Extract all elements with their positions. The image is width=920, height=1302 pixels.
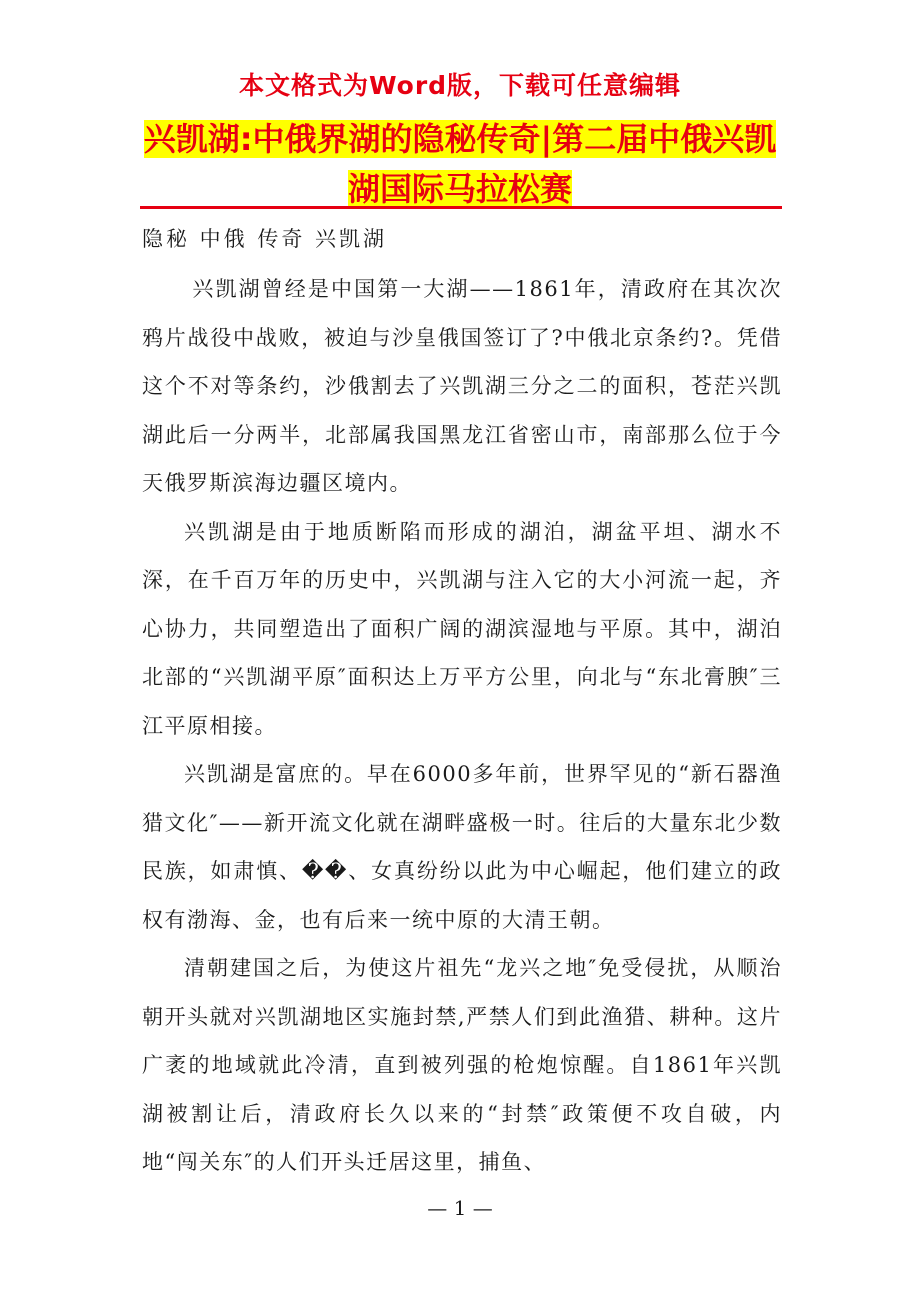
page-number: — 1 —	[427, 1196, 493, 1220]
article-body	[142, 265, 782, 1187]
format-notice: 本文格式为Word版，下载可任意编辑	[238, 71, 682, 100]
paragraph-1: 兴凯湖曾经是中国第一大湖——1861年，清政府在其次次鸦片战役中战败，被迫与沙皇俄国签订了?中俄北京条约?。凭借这个不对等条约，沙俄割去了兴凯湖三分之二的面积，苍茫兴凯湖此后一分两半，北部属我国黑龙江省密山市，南部那么位于今天俄罗斯滨海边疆区境内。	[142, 277, 782, 495]
document-title-text: 兴凯湖:中俄界湖的隐秘传奇|第二届中俄兴凯湖国际马拉松赛	[143, 120, 777, 208]
title-divider	[140, 206, 782, 209]
document-title	[130, 114, 790, 214]
paragraph-2: 兴凯湖是由于地质断陷而形成的湖泊，湖盆平坦、湖水不深，在千百万年的历史中，兴凯湖与注入它的大小河流一起，齐心协力，共同塑造出了面积广阔的湖滨湿地与平原。其中，湖泊北部的“兴凯湖平原″面积达上万平方公里，向北与“东北膏腴″三江平原相接。	[142, 519, 782, 738]
paragraph-3: 兴凯湖是富庶的。早在6000多年前，世界罕见的“新石器渔猎文化″——新开流文化就在湖畔盛极一时。往后的大量东北少数民族，如肃慎、��、女真纷纷以此为中心崛起，他们建立的政权有渤海、金，也有后来一统中原的大清王朝。	[142, 762, 782, 932]
paragraph-4: 清朝建国之后，为使这片祖先“龙兴之地″免受侵扰，从顺治朝开头就对兴凯湖地区实施封禁,严禁人们到此渔猎、耕种。这片广袤的地域就此冷清，直到被列强的枪炮惊醒。自1861年兴凯湖被割让后，清政府长久以来的“封禁″政策便不攻自破，内地“闯关东″的人们开头迁居这里，捕鱼、	[142, 956, 782, 1174]
keywords-line: 隐秘 中俄 传奇 兴凯湖	[142, 227, 388, 251]
